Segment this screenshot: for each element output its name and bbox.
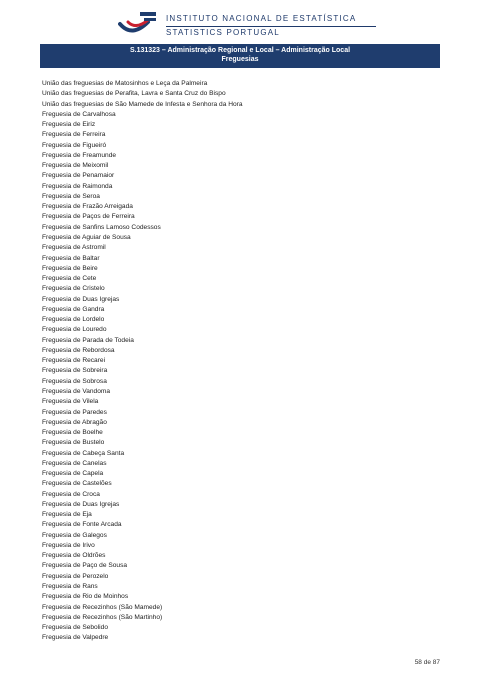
list-item: Freguesia de Sebolido [42, 624, 108, 632]
list-item: Freguesia de Eja [42, 511, 92, 519]
document-header [118, 10, 378, 40]
list-item: Freguesia de Perozelo [42, 572, 109, 580]
list-item: Freguesia de Baltar [42, 254, 100, 262]
list-item: Freguesia de Fonte Arcada [42, 521, 122, 529]
section-title-bar [40, 44, 440, 68]
list-item: Freguesia de Louredo [42, 326, 107, 334]
org-name: INSTITUTO NACIONAL DE ESTATÍSTICA [166, 14, 357, 23]
list-item: Freguesia de Rio de Moinhos [42, 593, 129, 601]
list-item: Freguesia de Boelhe [42, 429, 103, 437]
org-divider [166, 26, 376, 27]
ine-logo-icon [118, 10, 158, 40]
list-item: Freguesia de Canelas [42, 459, 107, 467]
list-item: União das freguesias de Matosinhos e Leça da Palmeira [42, 80, 208, 87]
list-item: Freguesia de Ferreira [42, 131, 106, 139]
list-item: Freguesia de Meixomil [42, 162, 109, 170]
list-item: Freguesia de Cristelo [42, 285, 105, 293]
list-item: Freguesia de Oldrões [42, 552, 106, 560]
organization-name-block [166, 14, 376, 38]
section-title: S.131323 – Administração Regional e Local – Administração Local [129, 47, 351, 54]
list-item: Freguesia de Sobrosa [42, 377, 107, 385]
list-item: Freguesia de Paço de Sousa [42, 562, 128, 570]
list-item: Freguesia de Parada de Todeia [42, 336, 134, 344]
list-item: Freguesia de Recezinhos (São Martinho) [42, 613, 163, 621]
page-number: 58 de 87 [414, 659, 440, 666]
list-item: Freguesia de Duas Igrejas [42, 500, 120, 508]
list-item: Freguesia de Beire [42, 264, 98, 272]
list-item: Freguesia de Duas Igrejas [42, 295, 120, 303]
list-item: Freguesia de Capela [42, 470, 104, 478]
list-item: Freguesia de Vandoma [42, 387, 111, 395]
list-item: Freguesia de Valpedre [42, 634, 109, 642]
list-item: Freguesia de Croca [42, 490, 100, 498]
list-item: Freguesia de Sanfins Lamoso Codessos [42, 223, 161, 231]
list-item: Freguesia de Cete [42, 275, 97, 283]
list-item: Freguesia de Eiriz [42, 121, 96, 129]
list-item: Freguesia de Rebordosa [42, 346, 115, 354]
list-item: Freguesia de Rans [42, 583, 98, 591]
list-item: Freguesia de Recezinhos (São Mamede) [42, 603, 163, 611]
list-item: Freguesia de Freamunde [42, 151, 117, 159]
list-item: Freguesia de Recarei [42, 357, 106, 365]
list-item: Freguesia de Aguiar de Sousa [42, 233, 131, 241]
list-item: Freguesia de Gandra [42, 305, 105, 313]
list-item: Freguesia de Cabeça Santa [42, 449, 125, 457]
list-item: Freguesia de Sobreira [42, 367, 108, 375]
list-item: União das freguesias de São Mamede de Infesta e Senhora da Hora [42, 100, 243, 108]
list-item: Freguesia de Paredes [42, 408, 107, 416]
section-subtitle: Freguesias [221, 56, 259, 63]
list-item: Freguesia de Figueiró [42, 141, 107, 149]
list-item: Freguesia de Raimonda [42, 182, 113, 190]
list-item: Freguesia de Vilela [42, 398, 99, 406]
parish-list [42, 79, 442, 644]
list-item: Freguesia de Irivo [42, 541, 95, 549]
list-item: Freguesia de Paços de Ferreira [42, 213, 135, 221]
list-item: União das freguesias de Perafita, Lavra e Santa Cruz do Bispo [42, 90, 226, 98]
list-item: Freguesia de Lordelo [42, 316, 105, 324]
list-item: Freguesia de Castelões [42, 480, 112, 488]
org-subtitle: STATISTICS PORTUGAL [166, 28, 280, 37]
list-item: Freguesia de Seroa [42, 192, 100, 200]
list-item: Freguesia de Frazão Arreigada [42, 203, 133, 211]
list-item: Freguesia de Bustelo [42, 439, 105, 447]
list-item: Freguesia de Carvalhosa [42, 110, 116, 118]
list-item: Freguesia de Astromil [42, 244, 106, 252]
list-item: Freguesia de Abragão [42, 418, 107, 426]
list-item: Freguesia de Galegos [42, 531, 107, 539]
list-item: Freguesia de Penamaior [42, 172, 115, 180]
